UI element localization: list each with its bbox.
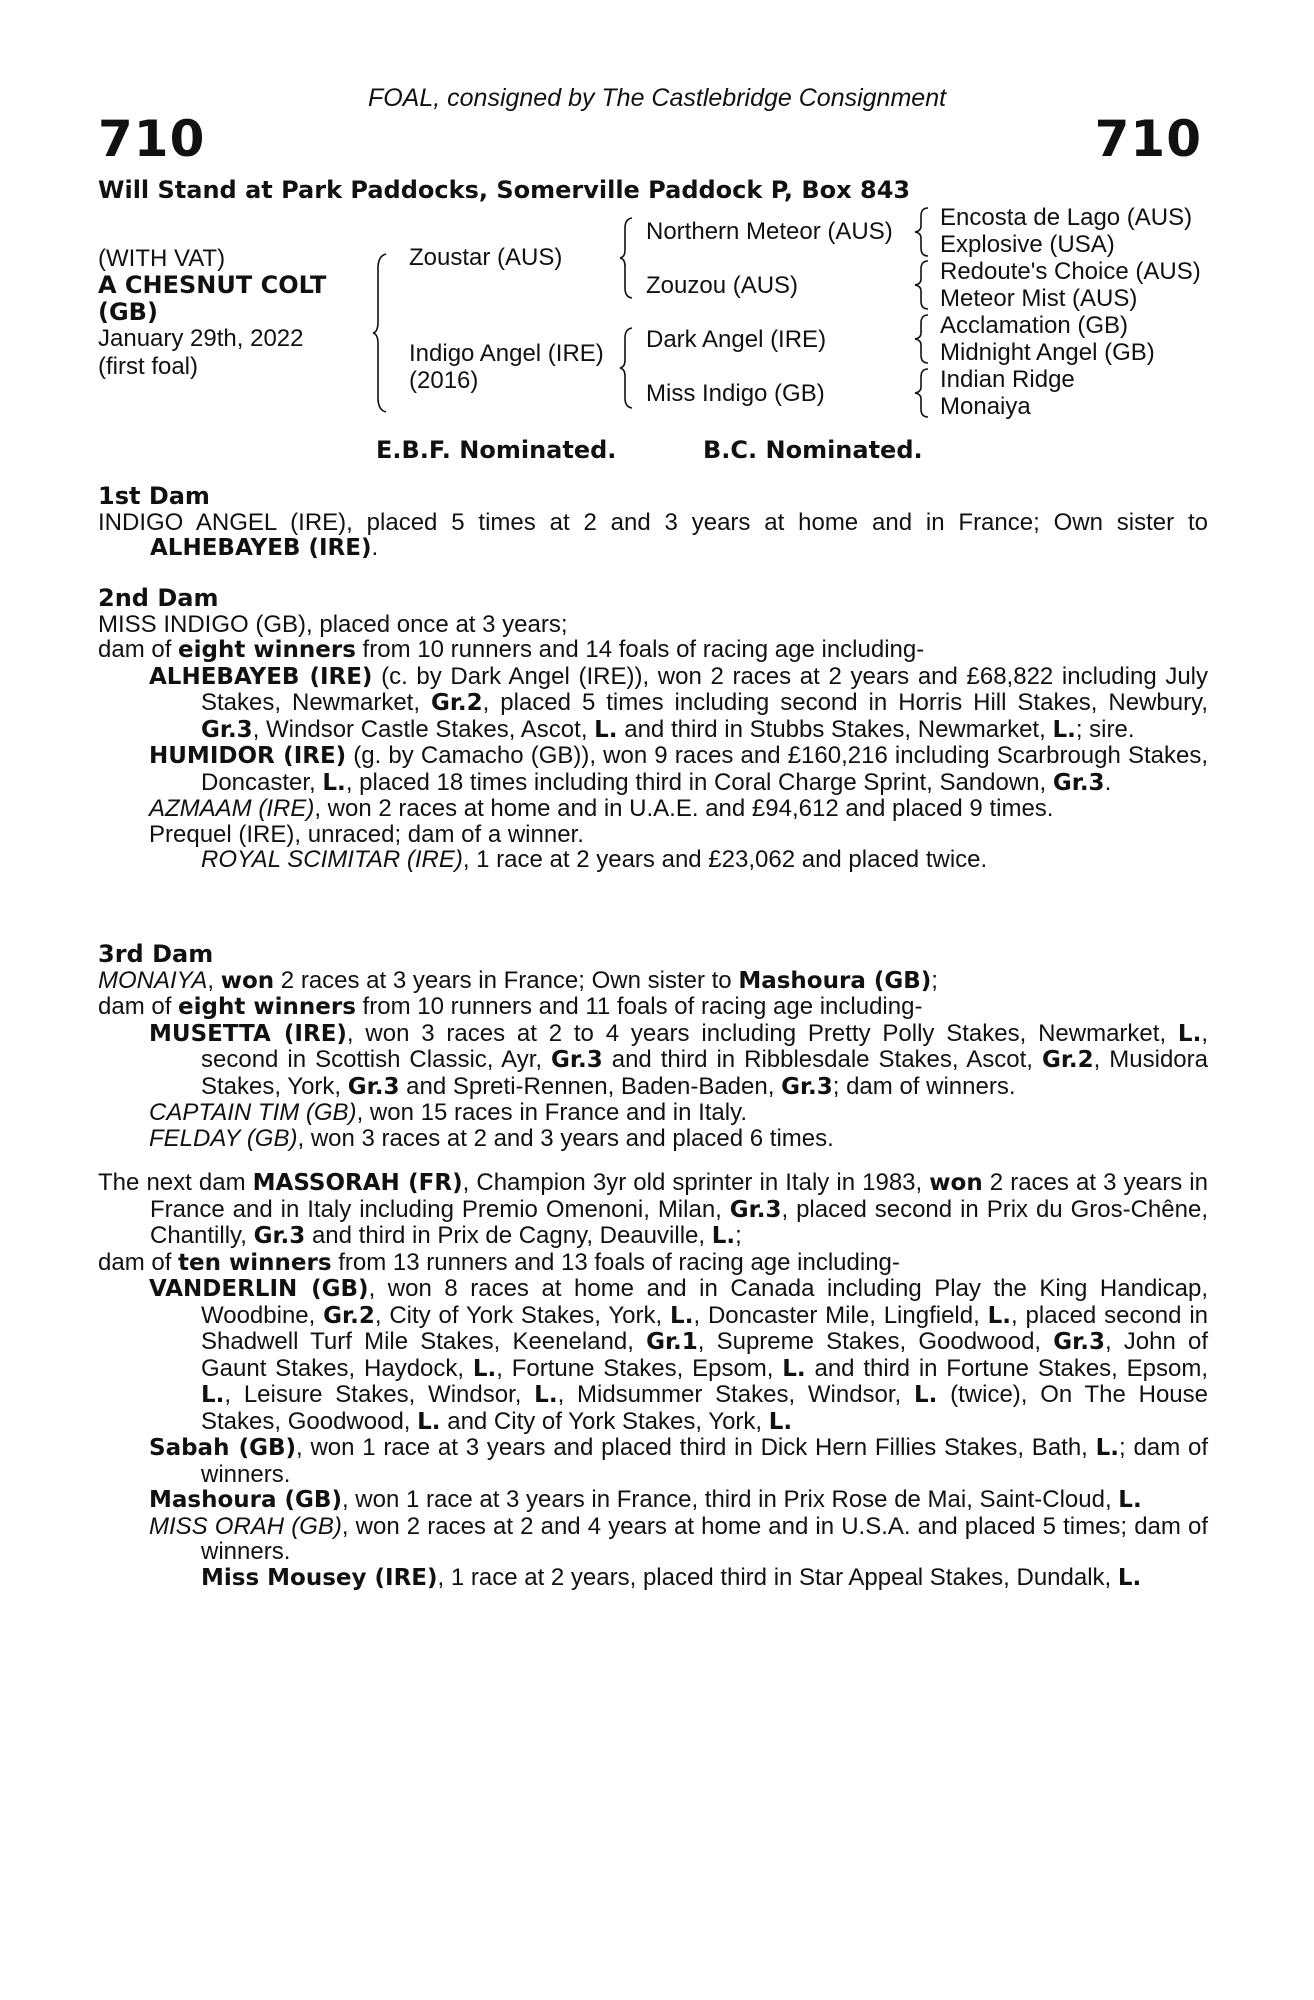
pedigree-brace-gen1 [372,252,394,414]
second-dam-produce-summary: dam of eight winners from 10 runners and 14 foals of racing age including- [98,636,925,663]
produce-entry: Mashoura (GB), won 1 race at 3 years in France, third in Prix Rose de Mai, Saint-Cloud, L. [149,1486,1142,1513]
third-dam-line: MONAIYA, won 2 races at 3 years in France; Own sister to Mashoura (GB); [98,966,938,994]
third-dam-section [98,942,1208,1151]
produce-entry: MISS ORAH (GB), won 2 races at 2 and 4 years at home and in U.S.A. and placed 5 times; dam of winners. [149,1512,1209,1565]
lot-number-left: 710 [98,110,206,168]
pedigree-dam-year: (2016) [409,367,479,394]
bc-nomination: B.C. Nominated. [703,436,923,464]
pedigree-dam-sire: Dark Angel (IRE) [646,326,827,353]
produce-entry: CAPTAIN TIM (GB), won 15 races in France and in Italy. [149,1099,747,1126]
second-dam-line: MISS INDIGO (GB), placed once at 3 years; [98,610,568,638]
lot-number-right: 710 [1094,110,1202,168]
pedigree-gen3-6: Midnight Angel (GB) [940,339,1155,366]
consignor-subtitle: FOAL, consigned by The Castlebridge Consignment [367,84,947,112]
pedigree-gen3-5: Acclamation (GB) [940,312,1129,339]
pedigree-sire-dam: Zouzou (AUS) [646,272,799,299]
second-dam-heading: 2nd Dam [98,584,219,612]
pedigree-gen3-4: Meteor Mist (AUS) [940,285,1138,312]
produce-entry: HUMIDOR (IRE) (g. by Camacho (GB)), won 9 races and £160,216 including Scarbrough Stakes, Doncaster, L., placed 18 times including third in Coral Charge Sprint, Sandown, Gr.3. [149,742,1208,796]
vat-label: (WITH VAT) [98,245,226,272]
produce-entry: Prequel (IRE), unraced; dam of a winner. [149,820,584,848]
produce-entry: Miss Mousey (IRE), 1 race at 2 years, placed third in Star Appeal Stakes, Dundalk, L. [201,1563,1142,1591]
first-dam-text: INDIGO ANGEL (IRE), placed 5 times at 2 and 3 years at home and in France; Own sister to ALHEBAYEB (IRE). [98,508,1208,561]
pedigree-brace-gen3-2 [912,259,934,311]
foal-note: (first foal) [98,353,199,380]
pedigree-brace-gen3-3 [912,313,934,365]
pedigree-gen3-3: Redoute's Choice (AUS) [940,258,1201,285]
fourth-dam-produce-summary: dam of ten winners from 13 runners and 13 foals of racing age including- [98,1248,900,1276]
stand-info: Will Stand at Park Paddocks, Somerville Paddock P, Box 843 [98,176,911,204]
pedigree-dam-dam: Miss Indigo (GB) [646,380,825,407]
produce-entry: MUSETTA (IRE), won 3 races at 2 to 4 years including Pretty Polly Stakes, Newmarket, L., second in Scottish Classic, Ayr, Gr.3 and third in Ribblesdale Stakes, Ascot, Gr.2, Musidora Stakes, York, Gr.3 and Spreti-Rennen, Baden-Baden, Gr.3; dam of winners. [149,1019,1208,1100]
produce-entry: Sabah (GB), won 1 race at 3 years and placed third in Dick Hern Fillies Stakes, Bath, L.; dam of winners. [149,1434,1208,1488]
produce-entry: FELDAY (GB), won 3 races at 2 and 3 years and placed 6 times. [149,1124,834,1152]
pedigree-brace-dam [618,326,638,410]
pedigree-brace-sire [618,216,638,300]
first-dam-section [98,484,1208,562]
fourth-dam-line: The next dam MASSORAH (FR), Champion 3yr old sprinter in Italy in 1983, won 2 races at 3 years in France and in Italy including Premio Omenoni, Milan, Gr.3, placed second in Prix du Gros-Chêne, Chantilly, Gr.3 and third in Prix de Cagny, Deauville, L.; [98,1169,1208,1249]
pedigree-dam: Indigo Angel (IRE) [409,340,604,367]
pedigree-sire: Zoustar (AUS) [409,244,563,271]
produce-entry: ALHEBAYEB (IRE) (c. by Dark Angel (IRE)), won 2 races at 2 years and £68,822 including July Stakes, Newmarket, Gr.2, placed 5 times including second in Horris Hill Stakes, Newbury, Gr.3, Windsor Castle Stakes, Ascot, L. and third in Stubbs Stakes, Newmarket, L.; sire. [149,662,1208,743]
fourth-dam-section [98,1170,1208,1591]
pedigree-gen3-7: Indian Ridge [940,366,1075,393]
pedigree-brace-gen3-4 [912,367,934,419]
horse-name-suffix: (GB) [98,298,158,326]
second-dam-section [98,586,1208,873]
first-dam-heading: 1st Dam [98,482,210,510]
third-dam-produce-summary: dam of eight winners from 10 runners and 11 foals of racing age including- [98,993,923,1020]
third-dam-heading: 3rd Dam [98,940,214,968]
produce-entry: AZMAAM (IRE), won 2 races at home and in U.A.E. and £94,612 and placed 9 times. [149,795,1054,822]
produce-entry: ROYAL SCIMITAR (IRE), 1 race at 2 years and £23,062 and placed twice. [201,846,988,873]
pedigree-sire-sire: Northern Meteor (AUS) [646,218,893,245]
pedigree-brace-gen3-1 [912,206,934,258]
horse-name: A CHESNUT COLT [98,271,327,299]
pedigree-gen3-1: Encosta de Lago (AUS) [940,204,1193,231]
produce-entry: VANDERLIN (GB), won 8 races at home and in Canada including Play the King Handicap, Woodbine, Gr.2, City of York Stakes, York, L., Doncaster Mile, Lingfield, L., placed second in Shadwell Turf Mile Stakes, Keeneland, Gr.1, Supreme Stakes, Goodwood, Gr.3, John of Gaunt Stakes, Haydock, L., Fortune Stakes, Epsom, L. and third in Fortune Stakes, Epsom, L., Leisure Stakes, Windsor, L., Midsummer Stakes, Windsor, L. (twice), On The House Stakes, Goodwood, L. and City of York Stakes, York, L. [149,1275,1209,1435]
pedigree-gen3-8: Monaiya [940,393,1031,420]
foaling-date: January 29th, 2022 [98,325,304,352]
ebf-nomination: E.B.F. Nominated. [376,436,617,464]
pedigree-gen3-2: Explosive (USA) [940,231,1115,258]
